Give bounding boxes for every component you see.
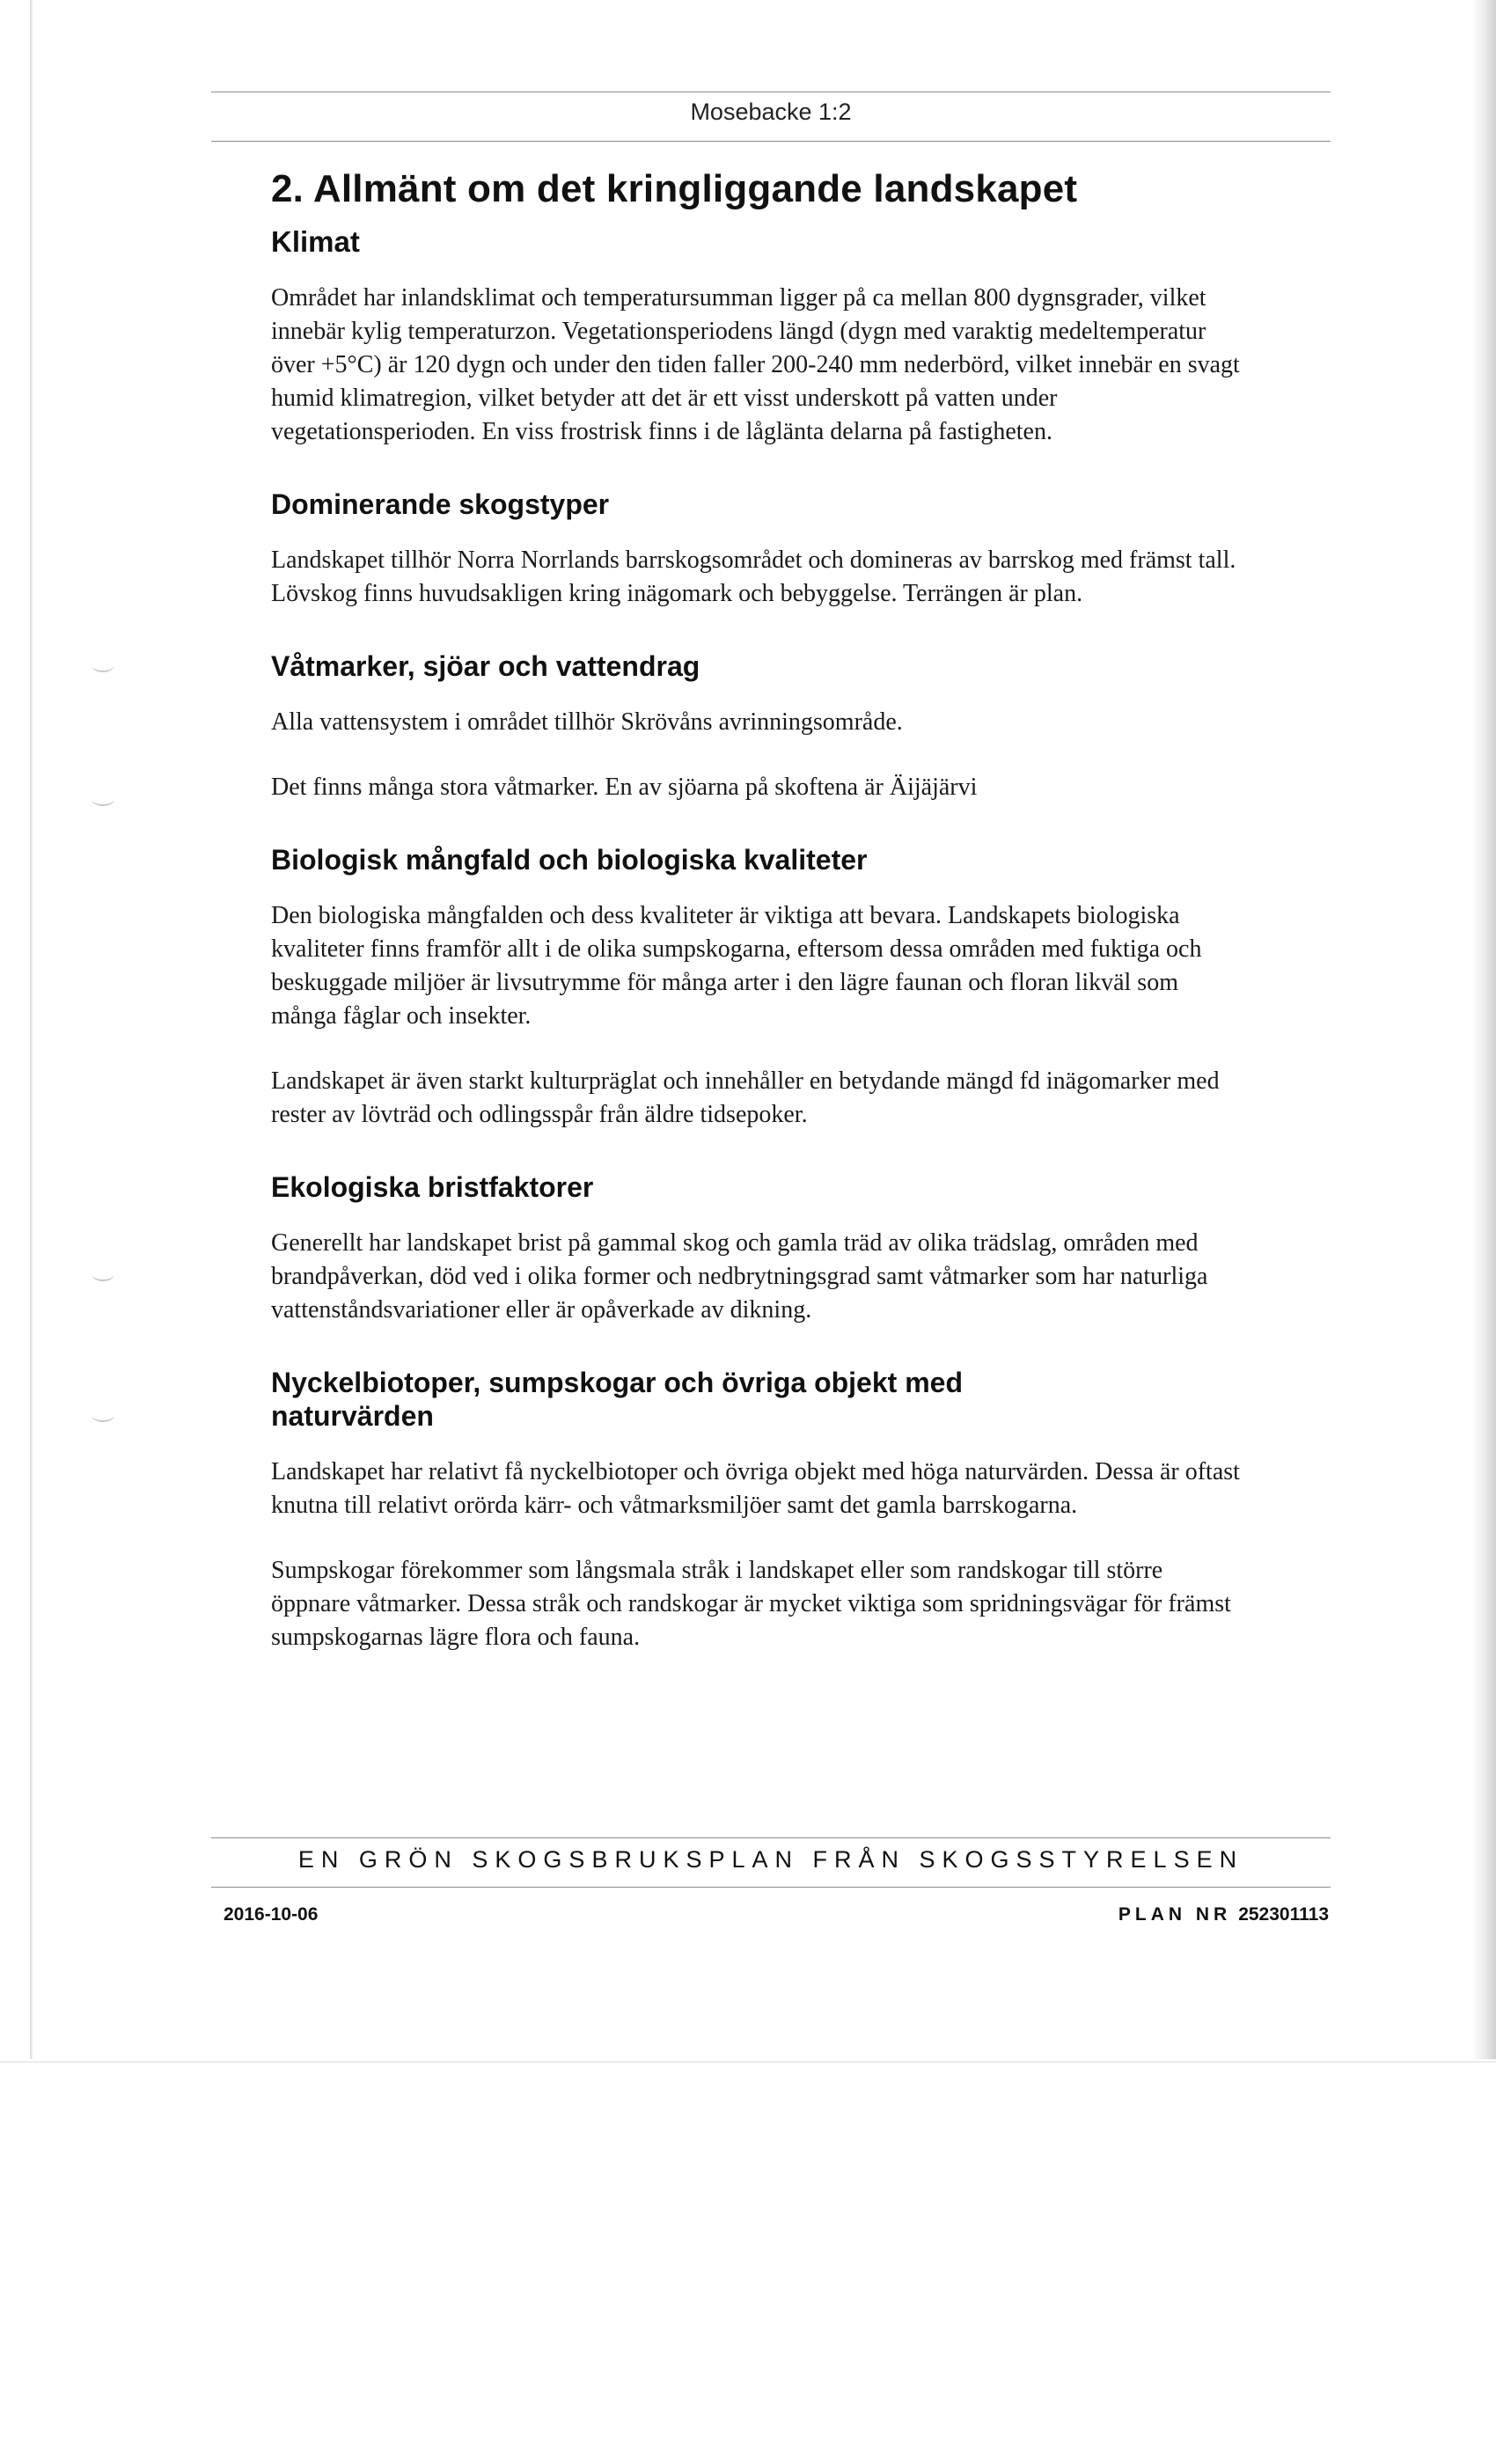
footer-title: EN GRÖN SKOGSBRUKSPLAN FRÅN SKOGSSTYRELSEN (297, 1846, 1244, 1873)
section-vatmarker (271, 649, 1243, 804)
punch-hole-mark (92, 658, 114, 672)
scan-edge-right (1471, 0, 1496, 2059)
section-paragraph: Landskapet har relativt få nyckelbiotoper och övriga objekt med höga naturvärden. Dessa är oftast knutna till relativt orörda kärr- och våtmarksmiljöer samt det gamla barrskogarna. (271, 1458, 1240, 1519)
section-heading: Biologisk mångfald och biologiska kvaliteter (271, 844, 868, 876)
chapter-title: 2. Allmänt om det kringliggande landskapet (271, 167, 1078, 210)
header-rule-bottom (211, 141, 1331, 142)
scan-bottom-edge (0, 2061, 1496, 2063)
section-heading: Dominerande skogstyper (271, 488, 610, 520)
section-paragraph: Landskapet tillhör Norra Norrlands barrskogsområdet och domineras av barrskog med främst tall. Lövskog finns huvudsakligen kring inägomark och bebyggelse. Terrängen är plan. (271, 546, 1236, 607)
footer-rule-bottom (211, 1887, 1331, 1888)
section-klimat (271, 225, 1243, 449)
plan-number-value: 252301113 (1238, 1904, 1329, 1925)
footer-rule-top (211, 1837, 1331, 1838)
section-heading: Ekologiska bristfaktorer (271, 1171, 594, 1203)
section-paragraph: Landskapet är även starkt kulturpräglat och innehåller en betydande mängd fd inägomarker med rester av lövträd och odlingsspår från äldre tidsepoker. (271, 1067, 1220, 1128)
plan-number-label: PLAN NR (1118, 1904, 1232, 1925)
punch-hole-mark (92, 1267, 114, 1281)
punch-hole-mark (92, 1408, 114, 1422)
scan-edge-left (30, 0, 33, 2059)
section-paragraph: Alla vattensystem i området tillhör Skrövåns avrinningsområde. (271, 708, 903, 736)
section-nyckelbiotoper (271, 1366, 1243, 1654)
section-paragraph: Den biologiska mångfalden och dess kvaliteter är viktiga att bevara. Landskapets biologiska kvaliteter finns framför allt i de olika sumpskogarna, eftersom dessa områden med fuktiga och beskuggade miljöer är livsutrymme för många arter i den lägre faunan och floran likväl som många fåglar och insekter. (271, 902, 1202, 1030)
section-bristfaktorer (271, 1170, 1243, 1327)
section-heading: Klimat (271, 225, 360, 258)
section-skogstyper (271, 488, 1243, 611)
section-paragraph: Området har inlandsklimat och temperatursumman ligger på ca mellan 800 dygnsgrader, vilket innebär kylig temperaturzon. Vegetationsperiodens längd (dygn med varaktig medeltemperatur över +5°C) är 120 dygn och under den tiden faller 200-240 mm nederbörd, vilket innebär en svagt humid klimatregion, vilket betyder att det är ett visst underskott på vatten under vegetationsperioden. En viss frostrisk finns i de låglänta delarna på fastigheten. (271, 284, 1240, 445)
section-paragraph: Generellt har landskapet brist på gammal skog och gamla träd av olika trädslag, områden med brandpåverkan, död ved i olika former och nedbrytningsgrad samt våtmarker som har naturliga vattenståndsvariationer eller är opåverkade av dikning. (271, 1229, 1208, 1324)
section-paragraph: Sumpskogar förekommer som långsmala stråk i landskapet eller som randskogar till större öppnare våtmarker. Dessa stråk och randskogar är mycket viktiga som spridningsvägar för främst sumpskogarnas lägre flora och fauna. (271, 1557, 1231, 1651)
footer-date: 2016-10-06 (224, 1904, 319, 1925)
section-heading: Våtmarker, sjöar och vattendrag (271, 650, 700, 682)
section-heading: Nyckelbiotoper, sumpskogar och övriga objekt med naturvärden (271, 1367, 963, 1432)
main-content (271, 167, 1243, 1693)
section-biologisk-mangfald (271, 843, 1243, 1132)
running-header: Mosebacke 1:2 (690, 99, 852, 125)
section-paragraph: Det finns många stora våtmarker. En av sjöarna på skoftena är Äijäjärvi (271, 774, 978, 801)
punch-hole-mark (92, 792, 114, 806)
footer-plan-number (1118, 1904, 1329, 1925)
